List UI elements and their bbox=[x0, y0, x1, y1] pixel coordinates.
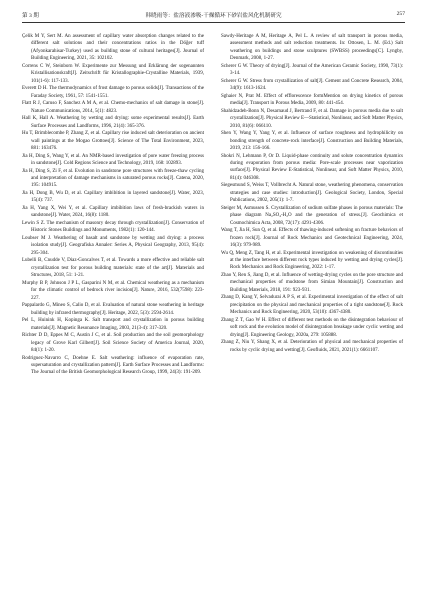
running-header bbox=[22, 8, 405, 23]
reference-entry: Flatt R J, Caruso F, Sanchez A M A, et al. Chemo-mechanics of salt damage in stone[J]. Nature Communications, 2014, 5(1): 4823. bbox=[22, 101, 204, 114]
reference-entry: Murphy B P, Johnson J P L, Gasparini N M, et al. Chemical weathering as a mechanism for the climatic control of bedrock river incision[J]. Nature, 2016, 532(7598): 223-227. bbox=[22, 280, 204, 301]
reference-entry: Siegesmund S, Weiss T, Vollbrecht A. Natural stone, weathering phenomena, conservation strategies and case studies: introduction[J]. Geological Society, London, Special Publications, 2002, 205(1): 1-7. bbox=[221, 183, 403, 204]
reference-entry: Sawdy-Heritage A M, Heritage A, Pel L. A review of salt transport in porous media, assessment methods and salt reduction treatments. In: Ottosen, L. M. (Ed.) Salt weathering on buildings and stone sculptures (SWBSS) proceedings[C]. Lyngby, Denmark, 2008, 1-27. bbox=[221, 34, 403, 62]
references-right-column bbox=[221, 33, 403, 354]
reference-entry: Lewin S Z. The mechanism of masonry decay through crystallization[J]. Conservation of Historic Stones Buildings and Monuments, 1982(1): 120-144. bbox=[22, 221, 204, 234]
reference-entry: Scherer G W. Stress from crystallization of salt[J]. Cement and Concrete Research, 2004, 34(9): 1613-1624. bbox=[221, 78, 403, 92]
reference-entry: Zhang Z T, Gao W H. Effect of different test methods on the disintegration behaviour of soft rock and the evolution model of disintegration breakage under cyclic wetting and drying[J]. Engineering Geology, 2020a, 279: 105888. bbox=[221, 317, 403, 338]
reference-entry: Correns C W, Steinborn W. Experimente zur Messung und Erklärung der sogenannten Kristallisationskraft[J]. Zeitschrift für Kristallographie-Crystalline Materials, 1939, 101(1-6): 117-133. bbox=[22, 63, 204, 84]
reference-entry: Everett D H. The thermodynamics of frost damage to porous solids[J]. Transactions of the Faraday Society, 1961, 57: 1541-1551. bbox=[22, 86, 204, 99]
reference-entry: Zhang Z, Niu Y, Shang X, et al. Deterioration of physical and mechanical properties of rocks by cyclic drying and wetting[J]. Geofluids, 2021, 2021(1): 6661107. bbox=[221, 340, 403, 353]
reference-entry: Hall K, Hall A. Weathering by wetting and drying: some experimental results[J]. Earth Surface Processes and Landforms, 1996, 21(4): 365-376. bbox=[22, 116, 204, 129]
reference-entry: Zhao Y, Ren S, Jiang D, et al. Influence of wetting-drying cycles on the pore structure and mechanical properties of mudstone from Simian Mountain[J]. Construction and Building Materials, 2018, 191: 923-931. bbox=[221, 273, 403, 293]
reference-entry: Pel L, Huinink H, Kopinga K. Salt transport and crystallization in porous building materials[J]. Magnetic Resonance Imaging, 2003, 21(3-4): 317-320. bbox=[22, 318, 204, 331]
reference-entry: Wang T, Jia H, Sun Q, et al. Effects of thawing-induced softening on fracture behaviors of frozen rock[J]. Journal of Rock Mechanics and Geotechnical Engineering, 2024, 16(3): 979-989. bbox=[221, 228, 403, 249]
reference-entry: Richter D D, Eppes M C, Austin J C, et al. Soil production and the soil geomorphology legacy of Grove Karl Gilbert[J]. Soil Science Society of America Journal, 2020, 84(1): 1-20. bbox=[22, 333, 204, 354]
reference-entry: Loubser M J. Weathering of basalt and sandstone by wetting and drying: a process isolation study[J]. Geografiska Annaler: Series A, Physical Geography, 2013, 95(4): 295-304. bbox=[22, 236, 204, 256]
issue-number: 第 3 期 bbox=[22, 13, 39, 19]
reference-entry: Shokri N, Lehmann P, Or D. Liquid-phase continuity and solute concentration dynamics during evaporation from porous media: Pore-scale processes near vaporization surface[J]. Physical Review E-Statistical, Nonlinear, and Soft Matter Physics, 2010, 81(4): 046308. bbox=[221, 153, 403, 181]
reference-entry: Shen Y, Wang Y, Yang Y, et al. Influence of surface roughness and hydrophilicity on bonding strength of concrete-rock interface[J]. Construction and Building Materials, 2019, 213: 156-166. bbox=[221, 131, 403, 152]
reference-entry: Steiger M, Asmussen S. Crystallization of sodium sulfate phases in porous materials: The phase diagram Na₂SO₄-H₂O and the generation of stress.[J]. Geochimica et Cosmochimica Acta, 2008, 72(17): 4291-4306. bbox=[221, 205, 403, 226]
reference-entry: Sghaier N, Prat M. Effect of efflorescence formMention on drying kinetics of porous media[J]. Transport in Porous Media, 2009, 80: 441-454. bbox=[221, 93, 403, 107]
running-title: 韩晓雨等：盐溶液渗吸-干燥循环下砂岩盐风化机制研究 bbox=[145, 13, 282, 19]
reference-entry: Pappalardo G, Mineo S, Calio D, et al. Evaluation of natural stone weathering in heritage building by infrared thermography[J]. Heritage, 2022, 5(3): 2594-2614. bbox=[22, 303, 204, 316]
reference-entry: Jia H, Ding S, Wang Y, et al. An NMR-based investigation of pore water freezing process in sandstone[J]. Cold Regions Science and Technology, 2019, 168: 102893. bbox=[22, 153, 204, 167]
page-number: 257 bbox=[396, 11, 405, 17]
references-left-column bbox=[22, 33, 204, 377]
reference-entry: Hu T, Brimblecombe P, Zhang Z, et al. Capillary rise induced salt deterioration on ancient wall paintings at the Mogao Grottoes[J]. Science of The Total Environment, 2023, 881: 163476. bbox=[22, 131, 204, 152]
reference-entry: Jia H, Yang X, Wei Y, et al. Capillary imbibition laws of fresh-brackish waters in sandstone[J]. Water, 2024, 16(8): 1180. bbox=[22, 206, 204, 219]
reference-entry: Çelik M Y, Sert M. An assessment of capillary water absorption changes related to the different salt solutions and their concentrations ratios in the Döğer tuff (Afyonkarahisar-Turkey) used as building stone of cultural heritages[J]. Journal of Building Engineering, 2021, 35: 102102. bbox=[22, 34, 204, 62]
reference-entry: Lubelli B, Cnudde V, Diaz-Goncalves T, et al. Towards a more effective and reliable salt crystallization test for porous building materials: state of the art[J]. Materials and Structures, 2018, 51: 1-21. bbox=[22, 258, 204, 279]
reference-entry: Jia H, Ding S, Zi F, et al. Evolution in sandstone pore structures with freeze-thaw cycling and interpretation of damage mechanisms in saturated porous rocks[J]. Catena, 2020, 195: 104915. bbox=[22, 168, 204, 189]
reference-entry: Jia H, Dong B, Wu D, et al. Capillary imbibition in layered sandstone[J]. Water, 2023, 15(4): 737. bbox=[22, 191, 204, 204]
reference-entry: Wu Q, Meng Z, Tang H, et al. Experimental investigation on weakening of discontinuities at the interface between different rock types induced by wetting and drying cycles[J]. Rock Mechanics and Rock Engineering, 2022: 1-17. bbox=[221, 250, 403, 271]
reference-entry: Shahidzadeh-Bonn N, Desarnaud J, Bertrand F, et al. Damage in porous media due to salt crystallization[J]. Physical Review E—Statistical, Nonlinear, and Soft Matter Physics, 2010, 81(6): 066110. bbox=[221, 108, 403, 129]
reference-entry: Rodriguez-Navarro C, Doehne E. Salt weathering: influence of evaporation rate, supersaturation and crystallization pattern[J]. Earth Surface Processes and Landforms: The Journal of the British Geomorphological Research Group, 1999, 24(3): 191-209. bbox=[22, 355, 204, 376]
reference-entry: Zhang D, Kang Y, Selvadurai A P S, et al. Experimental investigation of the effect of salt precipitation on the physical and mechanical properties of a tight sandstone[J]. Rock Mechanics and Rock Engineering, 2020, 53(10): 4367-4380. bbox=[221, 295, 403, 316]
reference-entry: Scherer G W. Theory of drying[J]. Journal of the American Ceramic Society, 1990, 73(1): 3-14. bbox=[221, 63, 403, 77]
